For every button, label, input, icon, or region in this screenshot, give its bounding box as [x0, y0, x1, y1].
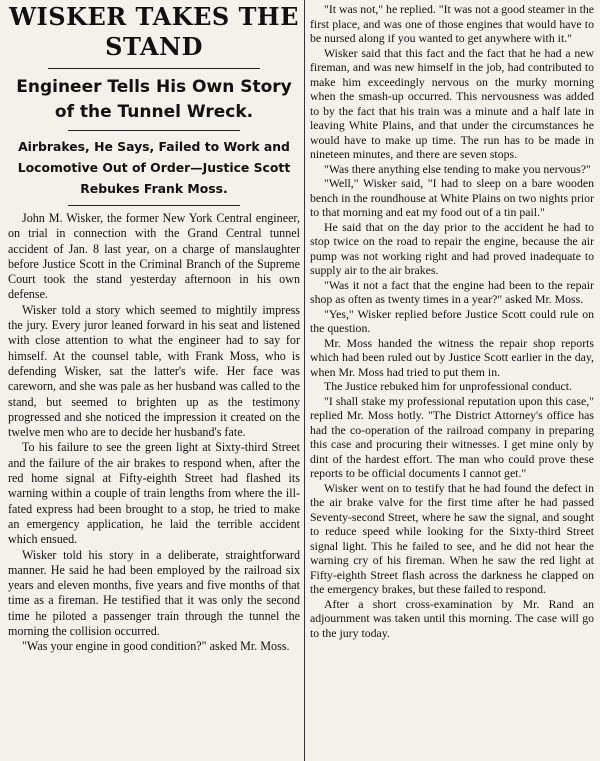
right-paragraph: Wisker went on to testify that he had found the defect in the air brake valve for the first time after he had passed Seventy-second Street, where he saw the signal, and sought to reduce speed while looking for the Sixty-third Street signal light. This he failed to see, and he did not hear the warning cry of his fireman. When he saw the red light at Fifty-eighth Street flash across the darkness he clapped on the emergency brakes, but these failed to respond. — [310, 480, 594, 596]
right-paragraph: The Justice rebuked him for unprofessional conduct. — [324, 379, 572, 393]
left-paragraph: "Was your engine in good condition?" asked Mr. Moss. — [22, 639, 290, 654]
left-paragraph: Wisker told his story in a deliberate, straightforward manner. He said he had been employed by the railroad six years and eleven months, five years and five months of that time as a fireman. He testified that it was only the second time he piloted a passenger train through the tunnel the morning the collision occurred. — [8, 547, 300, 639]
column-divider — [304, 0, 305, 761]
deck: Airbrakes, He Says, Failed to Work and Locomotive Out of Order—Justice Scott Rebukes Frank Moss. — [17, 139, 291, 196]
right-paragraph: "Yes," Wisker replied before Justice Scott could rule on the question. — [310, 306, 594, 335]
right-paragraph: After a short cross-examination by Mr. Rand an adjournment was taken until this morning. The case will go to the jury today. — [310, 596, 594, 640]
right-column — [310, 2, 594, 640]
right-paragraph: "It was not," he replied. "It was not a good steamer in the first place, and was one of those engines that would have to be nursed along if you wanted to get anywhere with it." — [310, 2, 594, 45]
left-paragraph: John M. Wisker, the former New York Central engineer, on trial in connection with the Grand Central tunnel accident of Jan. 8 last year, on a charge of manslaughter before Justice Scott in the Criminal Branch of the Supreme Court took the stand yesterday afternoon in his own defense. — [8, 211, 300, 302]
headline-rule — [48, 68, 260, 69]
subheadline: Engineer Tells His Own Story of the Tunnel Wreck. — [16, 77, 292, 122]
left-paragraph: Wisker told a story which seemed to mightily impress the jury. Every juror leaned forward in his seat and listened with close attention to what the engineer had to say for himself. At the counsel table, with Frank Moss, who is defending Wisker, sat the latter's wife. Her face was careworn, and she was pale as her husband was called to the stand, but seemed to brighten up as the testimony progressed and she noticed the impression it created on the twelve men who are to decide her husband's fate. — [8, 302, 300, 440]
right-paragraph: He said that on the day prior to the accident he had to stop twice on the road to repair the engine, because the air pump was not working right and had proved inadequate to supply air to the air brakes. — [310, 219, 594, 277]
right-paragraph: "Was there anything else tending to make you nervous?" — [324, 161, 591, 176]
right-paragraph: "I shall stake my professional reputation upon this case," replied Mr. Moss hotly. "The District Attorney's office has had the co-operation of the railroad company in preparing this case and procuring their witnesses. I get mine only by dint of the hardest effort. The man who could prove these reports to be official documents I cannot get." — [310, 393, 594, 480]
left-body — [8, 211, 300, 655]
left-column — [8, 2, 300, 655]
right-paragraph: "Was it not a fact that the engine had been to the repair shop as often as twenty times in a year?" asked Mr. Moss. — [310, 277, 594, 306]
headline: WISKER TAKES THE STAND — [9, 2, 299, 61]
right-paragraph: Mr. Moss handed the witness the repair shop reports which had been ruled out by Justice Scott earlier in the day, when Mr. Moss had tried to put them in. — [310, 335, 594, 379]
left-paragraph: To his failure to see the green light at Sixty-third Street and the failure of the air brakes to respond when, after the red home signal at Fifty-eighth Street had flashed its warning within a couple of train lengths from where the ill-fated express had been brought to a stop, he tried to make an emergency application, he laid the terrible accident which ensued. — [8, 440, 300, 547]
deck-rule — [68, 205, 240, 206]
right-paragraph: Wisker said that this fact and the fact that he had a new fireman, and was new himself in the job, had contributed to make him exceedingly nervous on the murky morning when the smash-up occurred. This nervousness was added to by the fact that his train was a minute and a half late in leaving White Plains, and that under the circumstances he would have to make up time. The run has to be made in nineteen minutes, and there are seven stops. — [310, 45, 594, 161]
subhead-rule — [68, 130, 240, 131]
right-paragraph: "Well," Wisker said, "I had to sleep on a bare wooden bench in the roundhouse at White Plains on two nights prior to that morning and eat my food out of a tin pail." — [310, 176, 594, 219]
